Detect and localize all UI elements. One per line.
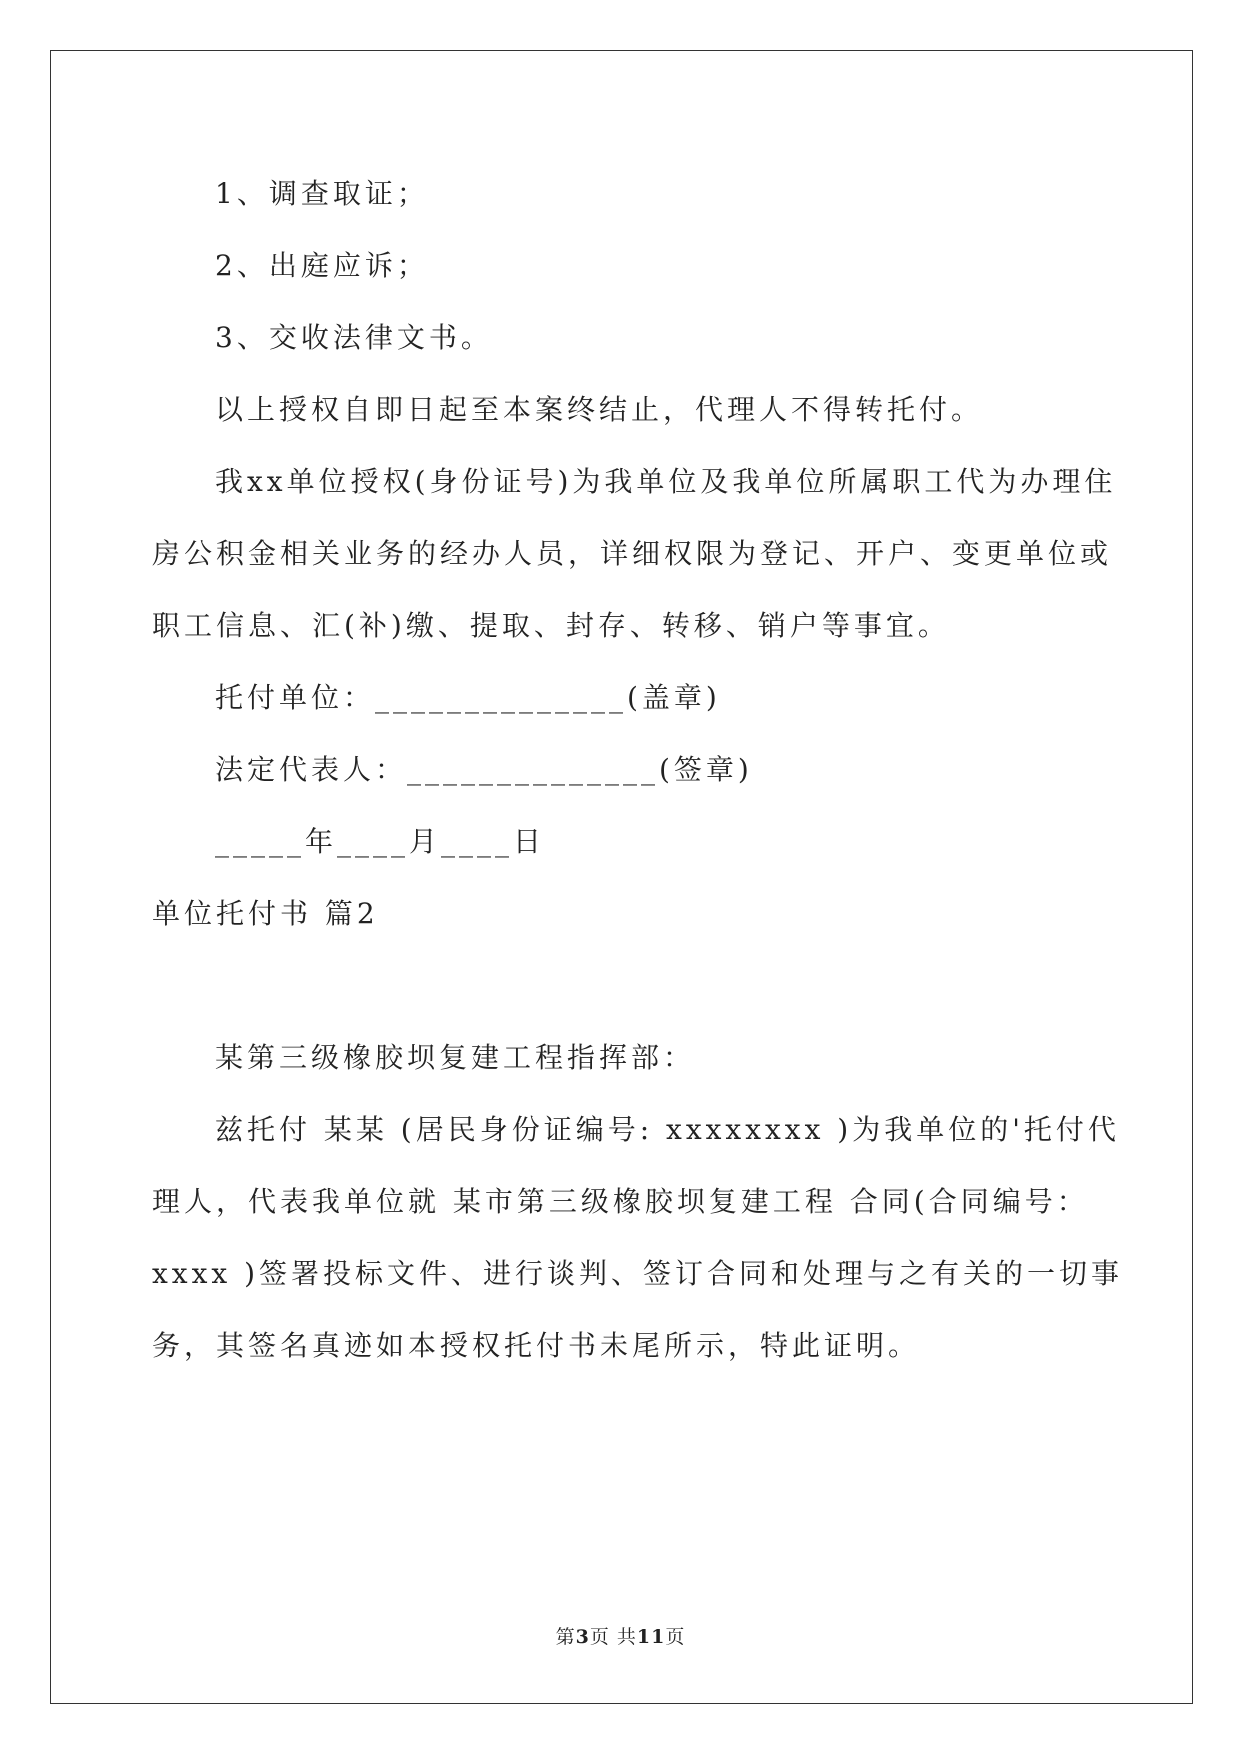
section-heading: 单位托付书 篇2 [152,897,379,930]
authorization-line-2: 房公积金相关业务的经办人员，详细权限为登记、开户、变更单位或 [152,537,1113,570]
list-item-3: 3、交收法律文书。 [215,321,493,354]
entrustment-line-2: 理人，代表我单位就 某市第三级橡胶坝复建工程 合同(合同编号： [152,1185,1089,1218]
authorization-line-3: 职工信息、汇(补)缴、提取、封存、转移、销户等事宜。 [152,609,950,642]
scope-paragraph: 以上授权自即日起至本案终结止，代理人不得转托付。 [215,393,984,426]
authorization-line-1: 我xx单位授权(身份证号)为我单位及我单位所属职工代为办理住 [215,465,1117,498]
total-pages-number: 11 [636,1626,666,1648]
list-item-2: 2、出庭应诉； [215,249,429,282]
legal-representative-line: 法定代表人：______________(签章) [215,753,753,786]
page-border [50,50,1193,1704]
entrustment-line-4: 务，其签名真迹如本授权托付书未尾所示，特此证明。 [152,1329,921,1362]
footer-suffix: 页 [665,1626,686,1648]
footer-prefix: 第 [555,1626,576,1648]
entrustment-line-1: 兹托付 某某 (居民身份证编号: xxxxxxxx )为我单位的'托付代 [215,1113,1120,1146]
salutation: 某第三级橡胶坝复建工程指挥部： [215,1041,696,1074]
page-footer [0,1622,1241,1649]
entrustment-line-3: xxxx )签署投标文件、进行谈判、签订合同和处理与之有关的一切事 [152,1257,1123,1290]
list-item-1: 1、调查取证； [215,177,429,210]
current-page-number: 3 [575,1626,590,1648]
entrusting-unit-line: 托付单位：______________(盖章) [215,681,721,714]
date-line: _____年____月____日 [215,825,546,858]
footer-mid: 页 共 [589,1626,637,1648]
